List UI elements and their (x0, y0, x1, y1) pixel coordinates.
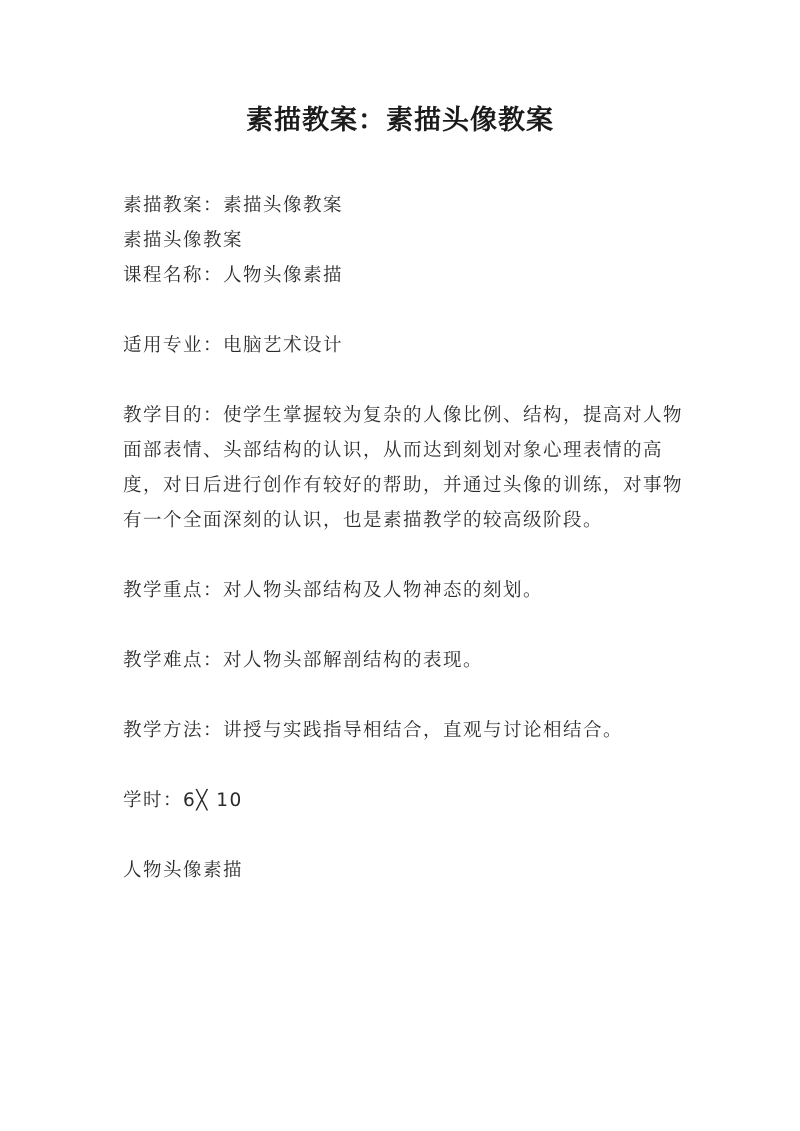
teaching-difficulty: 教学难点：对人物头部解剖结构的表现。 (123, 650, 484, 671)
applicable-major: 适用专业：电脑艺术设计 (123, 335, 344, 356)
teaching-key-point: 教学重点：对人物头部结构及人物神态的刻划。 (123, 580, 544, 601)
spacer (123, 363, 683, 398)
spacer (123, 678, 683, 713)
spacer (123, 748, 683, 783)
intro-line: 素描教案：素描头像教案 (123, 195, 344, 216)
teaching-objective: 教学目的：使学生掌握较为复杂的人像比例、结构，提高对人物面部表情、头部结构的认识，从而达到刻划对象心理表情的高度，对日后进行创作有较好的帮助，并通过头像的训练，对事物有一个全面深刻的认识，也是素描教学的较高级阶段。 (123, 405, 684, 531)
spacer (123, 608, 683, 643)
class-hours: 学时：6╳ 10 (123, 790, 243, 811)
section-heading: 人物头像素描 (123, 860, 244, 881)
document-title: 素描教案：素描头像教案 (246, 105, 554, 136)
spacer (123, 538, 683, 573)
subtitle-line: 素描头像教案 (123, 230, 244, 251)
spacer (123, 818, 683, 853)
spacer (123, 293, 683, 328)
course-name: 课程名称：人物头像素描 (123, 265, 344, 286)
document-body (123, 188, 683, 888)
teaching-method: 教学方法：讲授与实践指导相结合，直观与讨论相结合。 (123, 720, 624, 741)
